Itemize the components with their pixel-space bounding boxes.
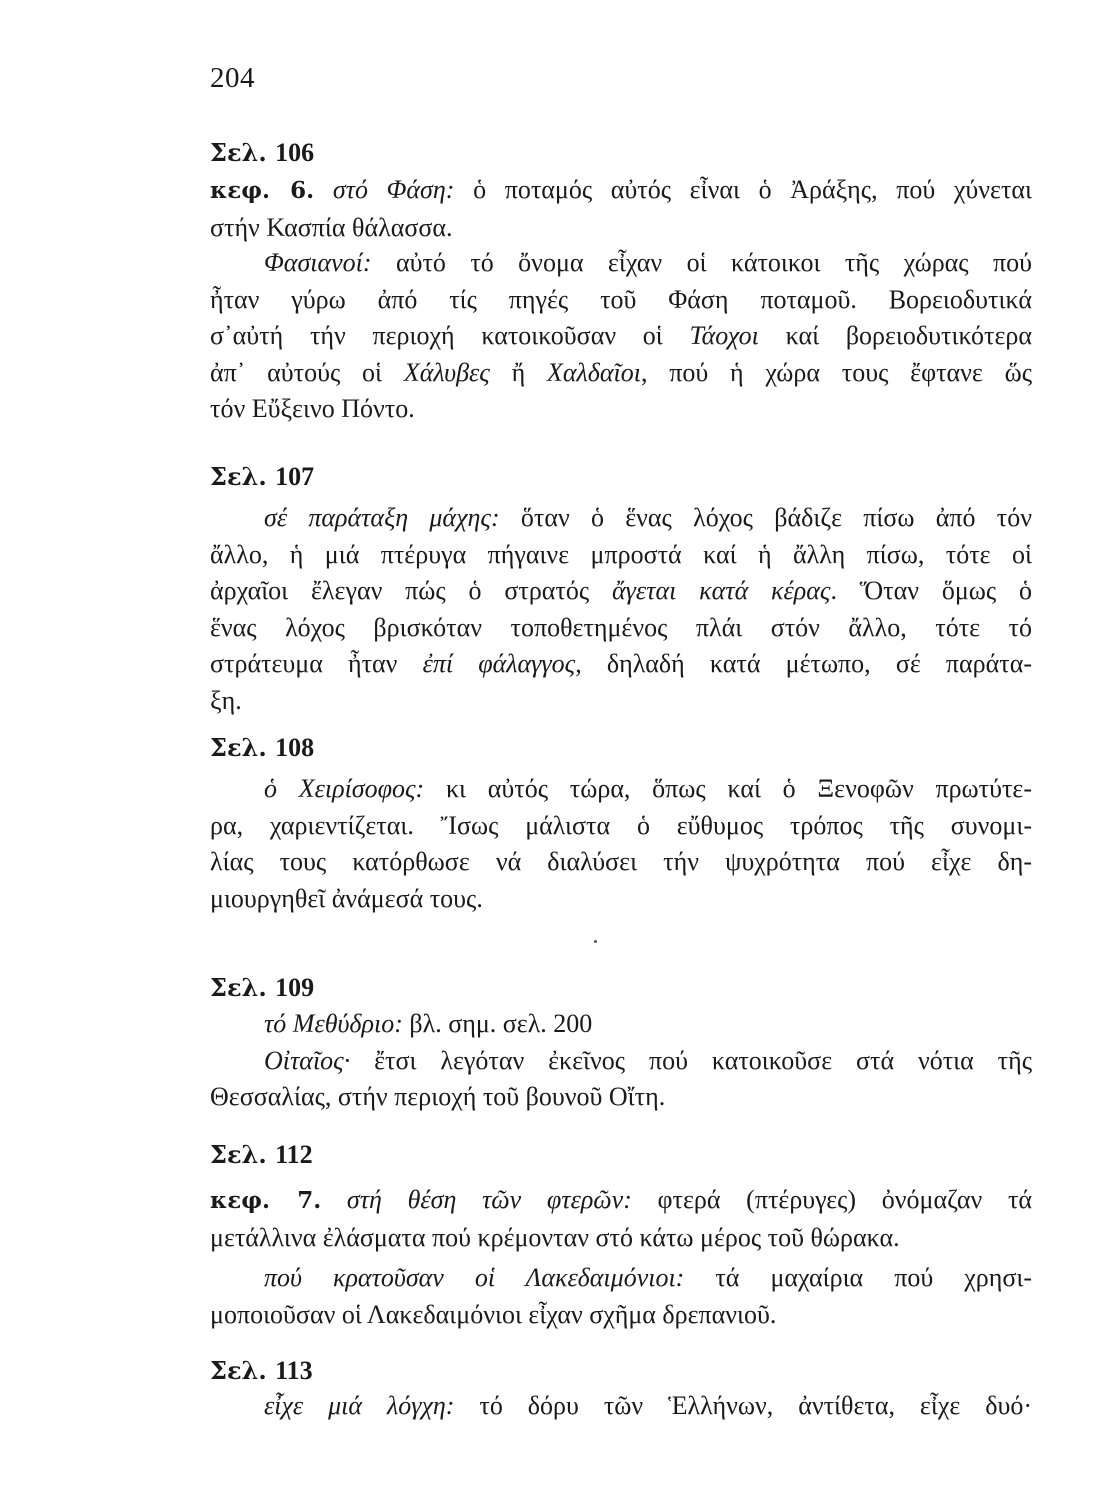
text-line: σ᾿αὐτή τήν περιοχή κατοικοῦσαν οἱ Τάοχοι καί βορειοδυτικότερα <box>210 321 1032 350</box>
text-line: ὁ Χειρίσοφος: κι αὐτός τώρα, ὅπως καί ὁ Ξενοφῶν πρωτύτε- <box>264 774 1032 803</box>
text-line: ἄλλο, ἡ μιά πτέρυγα πήγαινε μπροστά καί ἡ ἄλλη πίσω, τότε οἱ <box>210 539 1032 569</box>
text-line: στράτευμα ἦταν ἐπί φάλαγγος, δηλαδή κατά μέτωπο, σέ παράτα- <box>210 649 1032 678</box>
text-line: ρα, χαριεντίζεται. Ἴσως μάλιστα ὁ εὔθυμος τρόπος τῆς συνομι- <box>210 810 1032 840</box>
text-line: Θεσσαλίας, στήν περιοχή τοῦ βουνοῦ Οἴτη. <box>210 1082 666 1111</box>
section-heading-112: Σελ. 112 <box>210 1140 313 1169</box>
note-paragraph <box>210 1260 1032 1333</box>
text-line: Φασιανοί: αὐτό τό ὄνομα εἶχαν οἱ κάτοικοι τῆς χώρας πού <box>264 248 1032 277</box>
text-line: μοποιοῦσαν οἱ Λακεδαιμόνιοι εἶχαν σχῆμα δρεπανιοῦ. <box>210 1299 777 1329</box>
text-line: τό Μεθύδριο: βλ. σημ. σελ. 200 <box>264 1009 593 1038</box>
note-paragraph <box>210 245 1032 428</box>
text-line: ξη. <box>210 685 242 715</box>
section-heading-108: Σελ. 108 <box>210 733 315 762</box>
text-line: ἕνας λόχος βρισκόταν τοποθετημένος πλάι στόν ἄλλο, τότε τό <box>210 612 1032 642</box>
ink-speck <box>594 940 597 943</box>
section-heading-107: Σελ. 107 <box>210 462 315 491</box>
section-heading-106: Σελ. 106 <box>210 138 315 167</box>
note-paragraph <box>210 1006 1032 1116</box>
text-line: μιουργηθεῖ ἀνάμεσά τους. <box>210 883 483 913</box>
note-paragraph <box>210 500 1032 719</box>
text-line: πού κρατοῦσαν οἱ Λακεδαιμόνιοι: τά μαχαίρια πού χρησι- <box>264 1263 1032 1292</box>
text-line: Οἰταῖος· ἔτσι λεγόταν ἐκεῖνος πού κατοικοῦσε στά νότια τῆς <box>264 1045 1032 1075</box>
text-line: κεφ. 7. στή θέση τῶν φτερῶν: φτερά (πτέρυγες) ὀνόμαζαν τά <box>210 1185 1033 1214</box>
note-paragraph <box>210 771 1032 917</box>
text-line: σέ παράταξη μάχης: ὅταν ὁ ἕνας λόχος βάδιζε πίσω ἀπό τόν <box>264 503 1032 532</box>
text-line: εἶχε μιά λόγχη: τό δόρυ τῶν Ἑλλήνων, ἀντίθετα, εἶχε δυό· <box>264 1391 1033 1420</box>
text-line: ἀπ᾿ αὐτούς οἱ Χάλυβες ἤ Χαλδαῖοι, πού ἡ χώρα τους ἔφτανε ὥς <box>210 357 1032 387</box>
text-line: λίας τους κατόρθωσε νά διαλύσει τήν ψυχρότητα πού εἶχε δη- <box>210 847 1032 876</box>
note-paragraph <box>210 172 1032 246</box>
text-line: κεφ. 6. στό Φάση: ὁ ποταμός αὐτός εἶναι ὁ Ἀράξης, πού χύνεται <box>210 175 1033 204</box>
text-line: μετάλλινα ἐλάσματα πού κρέμονταν στό κάτω μέρος τοῦ θώρακα. <box>210 1222 900 1252</box>
page-number: 204 <box>210 62 255 94</box>
text-line: στήν Κασπία θάλασσα. <box>210 212 453 242</box>
note-paragraph <box>210 1182 1032 1256</box>
text-line: ἀρχαῖοι ἔλεγαν πώς ὁ στρατός ἄγεται κατά κέρας. Ὅταν ὅμως ὁ <box>210 576 1033 605</box>
section-heading-109: Σελ. 109 <box>210 973 315 1002</box>
text-line: ἦταν γύρω ἀπό τίς πηγές τοῦ Φάση ποταμοῦ. Βορειοδυτικά <box>210 284 1032 314</box>
note-paragraph <box>210 1388 1032 1425</box>
section-heading-113: Σελ. 113 <box>210 1356 313 1385</box>
text-line: τόν Εὔξεινο Πόντο. <box>210 394 415 423</box>
